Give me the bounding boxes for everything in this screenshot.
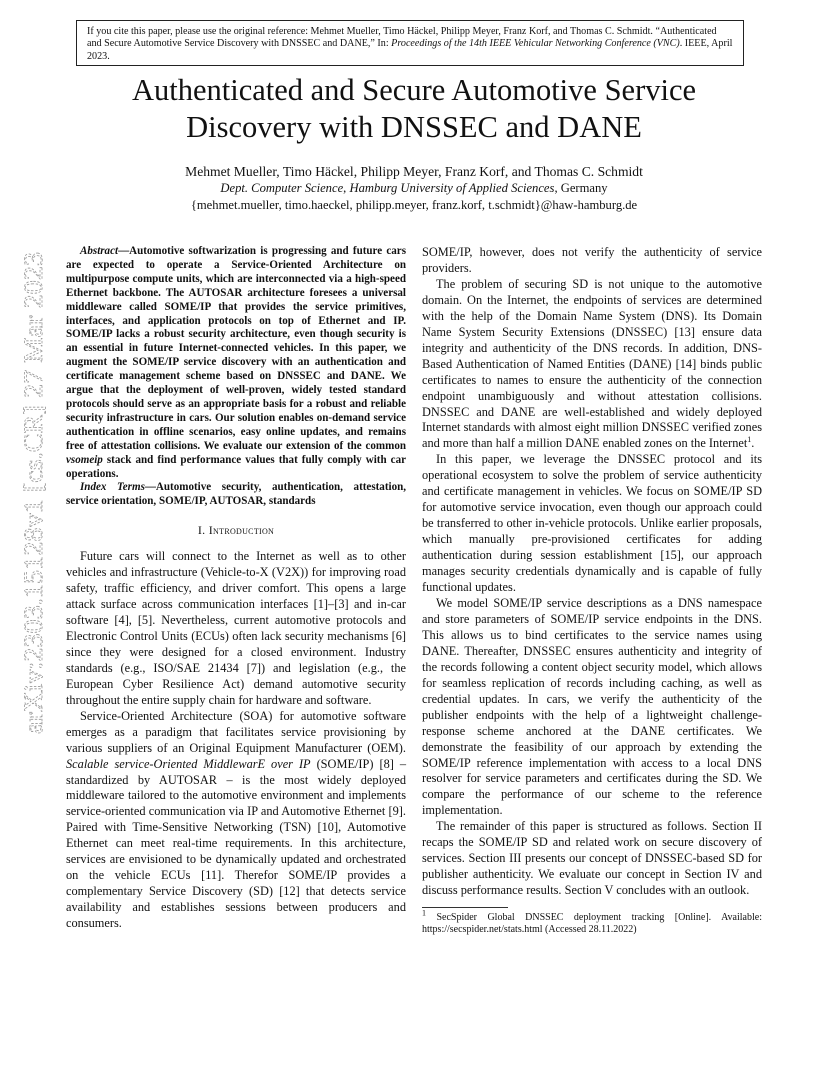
footnote-mark: 1 — [422, 908, 426, 918]
citation-notice — [76, 20, 744, 66]
abstract-vsomeip: vsomeip — [66, 453, 103, 466]
intro-paragraph-1: Future cars will connect to the Internet as well as to other vehicles and infrastructure (Vehicle-to-X (V2X)) for improving road safety, traffic efficiency, and driver comfort. This opens a large attack surface across communication interfaces [1]–[3] and in-car software [4], [5]. Nevertheless, current automotive protocols and Electronic Control Units (ECUs) often lack security mechanisms [6] since they were designed for a closed environment. Industry standards (e.g., ISO/SAE 21434 [7]) and legislation (e.g., the European Cyber Resilience Act) demand automotive security throughout the entire supply chain for hardware and software. — [66, 549, 406, 707]
right-paragraph-0: SOME/IP, however, does not verify the authenticity of service providers. — [422, 245, 762, 275]
right-paragraph-1 — [422, 277, 762, 452]
citation-line1: If you cite this paper, please use the original reference: Mehmet Mueller, Timo Häckel, Philipp Meyer, Franz Korf, and Thomas C. Schmidt. — [87, 26, 653, 37]
title-line1: Authenticated and Secure Automotive Service — [131, 73, 697, 107]
footnote — [422, 908, 762, 937]
intro-paragraph-2 — [66, 709, 406, 932]
affiliation-dept: Dept. Computer Science — [220, 181, 344, 195]
affiliation-university: Hamburg University of Applied Sciences — [349, 181, 555, 195]
index-terms-label: Index Terms — [80, 481, 145, 494]
right-paragraph-3: We model SOME/IP service descriptions as a DNS namespace and store parameters of SOME/IP service endpoints in the DNS. This allows us to bind certificates to the service names using DANE. Thereafter, DNSSEC ensures authenticity and integrity of the records following a content object security model, which allows for seamless replication of records including caching, as well as credential updates. In cars, we verify the authenticity of the publisher endpoints with the help of a lightweight challenge-response scheme anchored at the DANE certificates. We demonstrate the feasibility of our approach by extending the SOME/IP reference implementation with access to a local DNS resolver for service parameters and certificates during the SD. We compare the performance of our scheme to the reference implementation. — [422, 595, 762, 818]
arxiv-stamp — [14, 250, 50, 736]
affiliation-sep: , — [343, 181, 350, 195]
arxiv-stamp-graphic — [14, 250, 50, 736]
footnote-divider — [422, 907, 508, 908]
right-p1-end: . — [751, 436, 755, 451]
abstract-text-end: stack and find performance values that fully comply with car operations. — [66, 453, 406, 480]
author-emails: {mehmet.mueller, timo.haeckel, philipp.meyer, franz.korf, t.schmidt}@haw-hamburg.de — [190, 198, 638, 212]
section-heading-introduction: I. Introduction — [197, 523, 275, 538]
affiliation-country: , Germany — [554, 181, 608, 195]
left-column — [66, 245, 406, 932]
citation-line2-prefix: “Authenticated and Secure Automotive Service Discovery with DNSSEC and DANE,” In: — [87, 26, 717, 50]
intro-p2-start: Service-Oriented Architecture (SOA) for automotive software emerges as a paradigm that facilitates service provisioning by various suppliers of an Original Equipment Manufacturer (OEM). — [66, 708, 406, 755]
right-paragraph-2: In this paper, we leverage the DNSSEC protocol and its operational ecosystem to solve the problem of service authenticity and certificate management in vehicles. We focus on SOME/IP SD for automotive service invocation, even though our approach could be transferred to other in-vehicle protocols. Unlike earlier proposals, which manually pre-provisioned certificates for adding authentication during session establishment [15], our approach manages security credentials dynamically and is capable of fully functional updates. — [422, 452, 762, 595]
arxiv-stamp-text: arXiv:2303.15128v1 [cs.CR] 27 Mar 2023 — [18, 282, 48, 734]
intro-p2-end: (SOME/IP) [8] – standardized by AUTOSAR – is the most widely deployed middleware tailored to the automotive environment and implements service-oriented communication via IP and Automotive Ethernet [9]. Paired with Time-Sensitive Networking (TSN) [10], Automotive Ethernet can meet real-time requirements. In this architecture, services are envisioned to be dynamically updated and orchestrated on the vehicle ECUs [11]. Therefor SOME/IP provides a complementary Service Discovery (SD) [12] that detects service availability and establishes sessions between producers and consumers. — [66, 756, 406, 931]
citation-venue: Proceedings of the 14th IEEE Vehicular Networking — [391, 38, 603, 50]
footnote-ref: 1 — [747, 435, 752, 445]
abstract-label: Abstract — [80, 245, 119, 257]
paper-title — [40, 72, 788, 146]
author-list: Mehmet Mueller, Timo Häckel, Philipp Meyer, Franz Korf, and Thomas C. Schmidt — [185, 164, 643, 179]
intro-p2-italic: Scalable service-Oriented MiddlewarE over IP — [66, 756, 311, 771]
citation-suffix: . IEEE, April 2023. — [87, 38, 733, 62]
citation-venue-cont: Conference (VNC) — [604, 38, 680, 50]
right-p1-start: The problem of securing SD is not unique to the automotive domain. On the Internet, the endpoints of services are determined with the help of the Domain Name System (DNS). Its Domain Name System Security Extensions (DNSSEC) [13] ensure data integrity and authenticity of the DNS records. In addition, DNS-Based Authentication of Named Entities (DANE) [14] binds public certificates to names to ensure the authenticity of the connection endpoint unambiguously and without attestation collisions. DNSSEC and DANE are well-established and widely deployed Internet standards with almost eight million DNSSEC verified zones and more than half a million DANE enabled zones on the Internet — [422, 276, 762, 451]
right-column — [422, 245, 762, 937]
affiliation — [40, 180, 788, 197]
footnote-text: SecSpider Global DNSSEC deployment tracking [Online]. Available: https://secspider.net/stats.html (Accessed 28.11.2022) — [422, 912, 762, 936]
abstract — [66, 245, 406, 509]
abstract-text: —Automotive softwarization is progressing and future cars are expected to operate a Service-Oriented Architecture on multipurpose compute units, which are interconnected via a high-speed Ethernet backbone. The AUTOSAR architecture foresees a universal middleware called SOME/IP that provides the service primitives, interfaces, and application protocols on top of Ethernet and IP. SOME/IP lacks a robust security architecture, even though security is an essential in future Internet-connected vehicles. In this paper, we augment the SOME/IP service discovery with an authentication and certificate management scheme based on DNSSEC and DANE. We argue that the deployment of well-proven, widely tested standard protocols should serve as an appropriate basis for a robust and reliable security infrastructure in cars. Our solution enables on-demand service authentication in offline scenarios, easy online updates, and remains free of attestation collisions. We evaluate our extension of the common — [66, 245, 406, 452]
title-line2: Discovery with DNSSEC and DANE — [186, 110, 642, 144]
index-terms — [66, 481, 406, 509]
right-paragraph-4: The remainder of this paper is structured as follows. Section II recaps the SOME/IP SD and related work on secure discovery of services. Section III presents our concept of DNSSEC-based SD for publisher authenticity. We evaluate our concept in Section IV and discuss performance results. Section V concludes with an outlook. — [422, 819, 762, 898]
index-terms-text: —Automotive security, authentication, attestation, service orientation, SOME/IP, AUTOSAR, standards — [66, 481, 407, 508]
